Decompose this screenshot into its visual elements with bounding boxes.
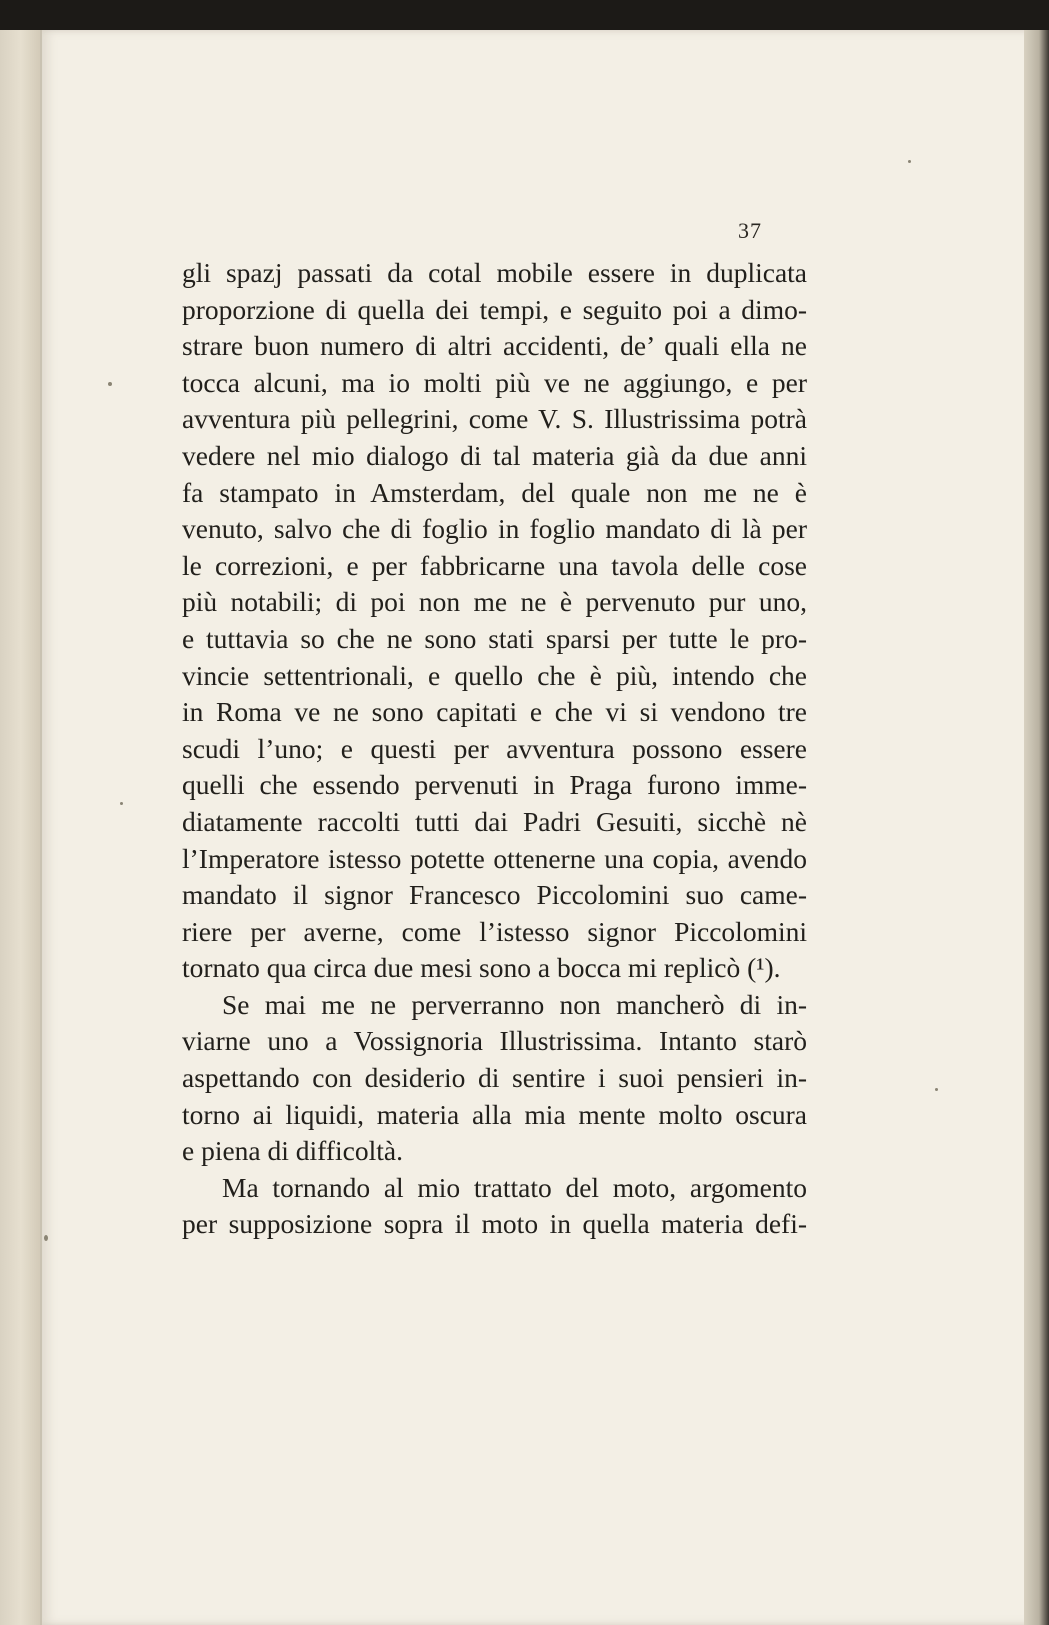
paper-speck xyxy=(935,1088,938,1091)
text-line: e piena di difficoltà. xyxy=(182,1135,403,1167)
text-line: diatamente raccolti tutti dai Padri Gesuiti, sicchè nè xyxy=(182,805,807,837)
footnote-reference: (¹). xyxy=(747,952,781,984)
text-line: le correzioni, e per fabbricarne una tavola delle cose xyxy=(182,549,807,581)
paper-speck xyxy=(108,382,112,386)
paper-speck xyxy=(120,802,123,805)
text-line: Se mai me ne perverranno non mancherò di in- xyxy=(222,988,807,1020)
page-edge-shadow xyxy=(1024,30,1049,1625)
text-line: viarne uno a Vossignoria Illustrissima. Intanto starò xyxy=(182,1025,807,1057)
text-line: riere per averne, come l’istesso signor Piccolomini xyxy=(182,915,807,947)
text-line: per supposizione sopra il moto in quella materia defi- xyxy=(182,1208,807,1240)
text-line: scudi l’uno; e questi per avventura possono essere xyxy=(182,732,807,764)
text-line: e tuttavia so che ne sono stati sparsi per tutte le pro- xyxy=(182,622,807,654)
paper-speck xyxy=(908,160,911,163)
text-line: tocca alcuni, ma io molti più ve ne aggiungo, e per xyxy=(182,366,807,398)
text-line: l’Imperatore istesso potette ottenerne una copia, avendo xyxy=(182,842,807,874)
text-line: vedere nel mio dialogo di tal materia già da due anni xyxy=(182,439,807,471)
page-number: 37 xyxy=(738,218,762,243)
text-line: venuto, salvo che di foglio in foglio mandato di là per xyxy=(182,513,807,545)
text-line: fa stampato in Amsterdam, del quale non me ne è xyxy=(182,476,807,508)
text-line: tornato qua circa due mesi sono a bocca mi replicò xyxy=(182,952,741,984)
text-line: Ma tornando al mio trattato del moto, argomento xyxy=(222,1171,807,1203)
text-line: torno ai liquidi, materia alla mia mente molto oscura xyxy=(182,1098,807,1130)
text-line: mandato il signor Francesco Piccolomini suo came- xyxy=(182,879,807,911)
text-line: avventura più pellegrini, come V. S. Illustrissima potrà xyxy=(182,403,807,435)
text-line: aspettando con desiderio di sentire i suoi pensieri in- xyxy=(182,1062,807,1094)
body-text xyxy=(182,255,807,1243)
text-line: quelli che essendo pervenuti in Praga furono imme- xyxy=(182,769,807,801)
text-line: vincie settentrionali, e quello che è più, intendo che xyxy=(182,659,807,691)
paper-speck xyxy=(44,1235,48,1241)
text-line-with-footnote xyxy=(182,950,807,987)
text-line: in Roma ve ne sono capitati e che vi si vendono tre xyxy=(182,696,807,728)
text-line: proporzione di quella dei tempi, e seguito poi a dimo- xyxy=(182,293,807,325)
text-line: più notabili; di poi non me ne è pervenuto pur uno, xyxy=(182,586,807,618)
text-line: gli spazj passati da cotal mobile essere in duplicata xyxy=(182,257,807,288)
text-line: strare buon numero di altri accidenti, de’ quali ella ne xyxy=(182,330,807,362)
